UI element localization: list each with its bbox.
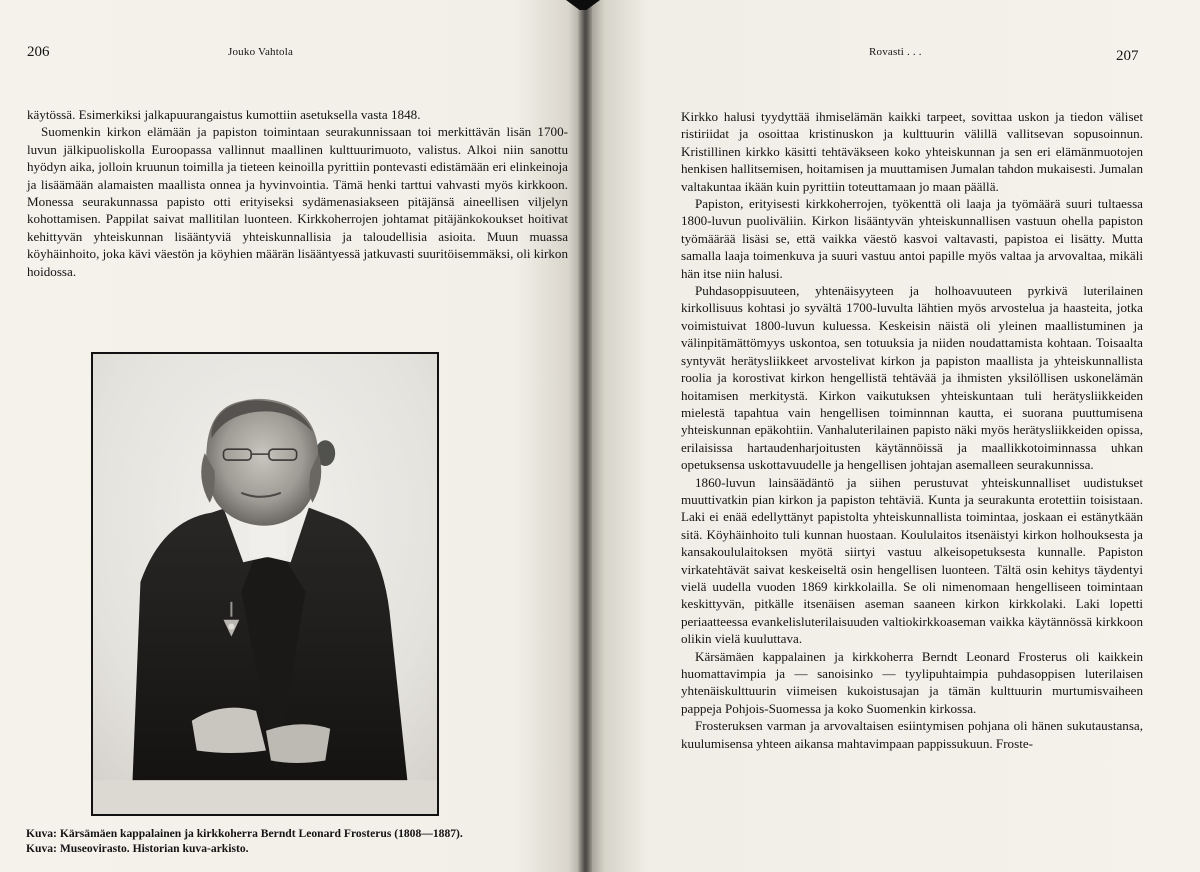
running-head-left: Jouko Vahtola (228, 46, 294, 58)
right-paragraph: Kärsämäen kappalainen ja kirkkoherra Berndt Leonard Frosterus oli kaikkein huomattavimpia ja — sanoisinko — tyylipuhtaimpia puhdasoppisen luterilaisen yhtenäiskulttuurin viimeisen kukoistusajan ja tämän kulttuurin murtumisvaiheen pappeja Pohjois-Suomessa ja koko Suomenkin kirkossa. (681, 648, 1143, 716)
left-paragraph: Suomenkin kirkon elämään ja papiston toimintaan seurakunnissaan toi merkittävän lisän 1700-luvun jälkipuoliskolla Euroopassa vallinnut maallinen kulttuurimuoto, valistus. Alkoi niin sanottu hyödyn aika, jolloin kruunun toimilla ja tieteen keinoilla pyrittiin pontevasti edistämään eri elinkeinoja ja lisäämään alamaisten maallista onnea ja hyvinvointia. Tämä henki tarttui vahvasti myös kirkkoon. Monessa seurakunnassa papisto otti erityiseksi sydämenasiakseen pitäjänsä aineellisen viljelyn kohottamisen. Pappilat saivat mallitilan luonteen. Kirkkoherrojen johtamat pitäjänkokoukset hoitivat kehittyvän yhteiskunnan lisääntyviä yhteiskunnallisia ja taloudellisia asioita. Muun muassa köyhäinhoito, joka kävi väestön ja köyhien määrän lisääntyessä jatkuvasti suuritöisemmäksi, oli kirkon hoidossa. (27, 124, 568, 279)
left-paragraph: käytössä. Esimerkiksi jalkapuurangaistus kumottiin asetuksella vasta 1848. (27, 107, 421, 122)
photo-caption (26, 826, 566, 856)
portrait-photo (91, 352, 439, 816)
right-paragraph: Frosteruksen varman ja arvovaltaisen esiintymisen pohjana oli hänen sukutaustansa, kuulumisensa yhteen aikansa mahtavimpaan pappissukuun. Froste- (681, 718, 1143, 751)
portrait-illustration (93, 354, 437, 814)
left-body-text (27, 106, 568, 280)
page-number-left: 206 (27, 44, 50, 60)
running-head-right: Rovasti . . . (869, 46, 922, 58)
caption-line-1: Kuva: Kärsämäen kappalainen ja kirkkoherra Berndt Leonard Frosterus (1808—1887). (26, 827, 463, 840)
right-page (586, 0, 1200, 872)
right-paragraph: 1860-luvun lainsäädäntö ja siihen perustuvat yhteiskunnalliset uudistukset muuttivatkin pian kirkon ja papiston tehtäviä. Kunta ja seurakunta erotettiin toisistaan. Laki ei enää edellyttänyt papistolta yhteiskunnallista toimintaa, joskaan ei estänytkään sitä. Köyhäinhoito tuli kunnan huostaan. Koululaitos itsenäistyi kirkon holhouksesta ja kansakoululaitoksen myötä siirtyi vastuu alkeisopetuksesta kunnalle. Papiston virkatehtävät saivat keskeiseltä osin hengellisen luonteen. Tältä osin kehitys täydentyi vielä uudella vuoden 1869 kirkkolailla. Se oli nimenomaan hengelliseen toimintaan keskittyvän, pitkälle itsenäisen aseman saaneen kirkon kirkkolaki. Laki lopetti periaatteessa evankelisluterilaisuuden valtiokirkkoaseman vaikka käytännössä kirkkoon olikin vielä kuuluttava. (681, 474, 1143, 647)
right-paragraph: Kirkko halusi tyydyttää ihmiselämän kaikki tarpeet, sovittaa uskon ja tiedon väliset ristiriidat ja osoittaa kristinuskon ja kulttuurin välillä vallitsevan sopusoinnun. Kristillinen kirkko käsitti tehtäväkseen koko yhteiskunnan ja sen eri elämänmuotojen henkisen hallitsemisen, hoitamisen ja muuttamisen Jumalan tahdon mukaisesti. Jumalan valtakuntaa ikään kuin pyrittiin toteuttamaan jo maan päällä. (681, 109, 1143, 194)
book-gutter (578, 0, 592, 872)
left-page (0, 0, 586, 872)
right-paragraph: Puhdasoppisuuteen, yhtenäisyyteen ja holhoavuuteen pyrkivä luterilainen kirkollisuus kohtasi jo syvältä 1700-luvulta lähtien myös arvostelua ja haasteita, jotka voimistuivat 1800-luvun kuluessa. Keskeisin näistä oli yleinen maallistuminen ja välinpitämättömyys uskontoa, sen totuuksia ja niiden noudattamista kohtaan. Toisaalta syntyvät herätysliikkeet arvostelivat kirkon ja papiston maallista ja yhteiskunnallista roolia ja korostivat kirkon hengellistä tehtävää ja ihmisten yksilöllisen uskonelämän hoitamisen merkitystä. Kirkon vaikutuksen yhteiskuntaan tuli herätysliikkeiden mielestä tapahtua vain hengellisen toiminnnan kautta, ei suorana puuttumisena yhteiskunnan epäkohtiin. Vanhaluterilainen papisto näki myös herätysliikkeiden opissa, erilaisissa hartaudenharjoitusten käytännöissä ja maallikkotoiminnassa uhkan opetuksensa uskottavuudelle ja hengellisen johtajan asemalleen seurakunnissa. (681, 283, 1143, 473)
right-body-text (681, 108, 1143, 752)
caption-line-2: Kuva: Museovirasto. Historian kuva-arkisto. (26, 842, 249, 855)
right-paragraph: Papiston, erityisesti kirkkoherrojen, työkenttä oli laaja ja työmäärä suuri tultaessa 1800-luvun puoliväliin. Kirkon lisääntyvän yhteiskunnallisen vastuun ohella papiston työmäärää lisäsi se, että vaikka väestö kasvoi valtavasti, papistoa ei lisätty. Mutta samalla laaja toimenkuva ja suuri vastuu antoi papille myös valtaa ja arvovaltaa, mikäli hän itse niin halusi. (681, 196, 1143, 281)
page-number-right: 207 (1116, 48, 1139, 64)
